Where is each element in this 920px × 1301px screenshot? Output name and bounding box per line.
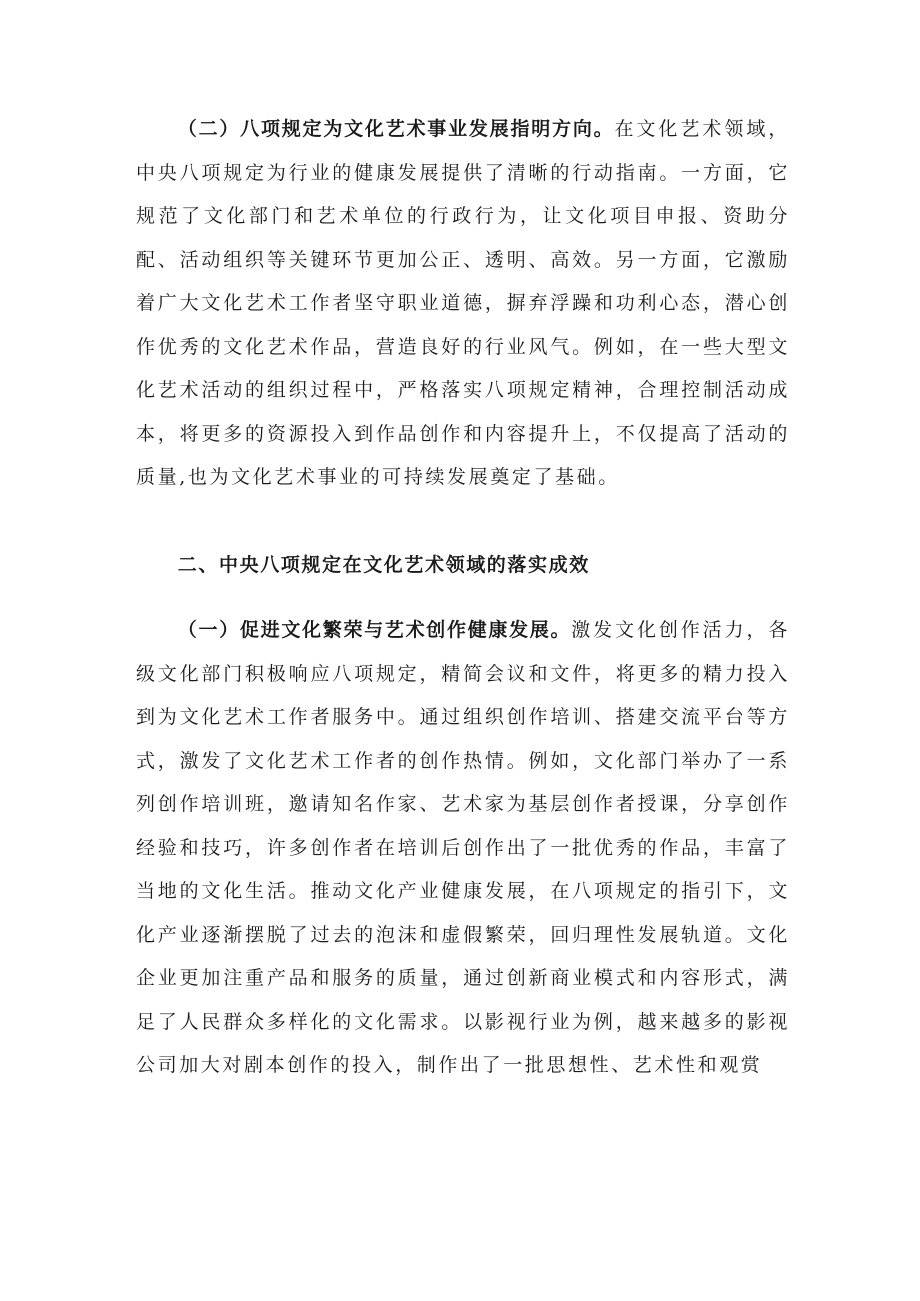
paragraph-body-direction: 在文化艺术领域，中央八项规定为行业的健康发展提供了清晰的行动指南。一方面，它规范了文化部门和艺术单位的行政行为，让文化项目申报、资助分配、活动组织等关键环节更加公正、透明、高效。另一方面，它激励着广大文化艺术工作者坚守职业道德，摒弃浮躁和功利心态，潜心创作优秀的文化艺术作品，营造良好的行业风气。例如，在一些大型文化艺术活动的组织过程中，严格落实八项规定精神，合理控制活动成本，将更多的资源投入到作品创作和内容提升上，不仅提高了活动的质量,也为文化艺术事业的可持续发展奠定了基础。 xyxy=(136,118,790,488)
paragraph-prosperity xyxy=(136,609,790,1088)
paragraph-lead-direction: （二）八项规定为文化艺术事业发展指明方向。 xyxy=(177,118,615,140)
section-heading-results: 二、中央八项规定在文化艺术领域的落实成效 xyxy=(177,553,590,576)
paragraph-body-prosperity: 激发文化创作活力，各级文化部门积极响应八项规定，精简会议和文件，将更多的精力投入到为文化艺术工作者服务中。通过组织创作培训、搭建交流平台等方式，激发了文化艺术工作者的创作热情。例如，文化部门举办了一系列创作培训班，邀请知名作家、艺术家为基层创作者授课，分享创作经验和技巧，许多创作者在培训后创作出了一批优秀的作品，丰富了当地的文化生活。推动文化产业健康发展，在八项规定的指引下，文化产业逐渐摆脱了过去的泡沫和虚假繁荣，回归理性发展轨道。文化企业更加注重产品和服务的质量，通过创新商业模式和内容形式，满足了人民群众多样化的文化需求。以影视行业为例，越来越多的影视公司加大对剧本创作的投入，制作出了一批思想性、艺术性和观赏 xyxy=(136,619,790,1076)
paragraph-lead-prosperity: （一）促进文化繁荣与艺术创作健康发展。 xyxy=(177,619,572,641)
paragraph-direction xyxy=(136,108,790,500)
